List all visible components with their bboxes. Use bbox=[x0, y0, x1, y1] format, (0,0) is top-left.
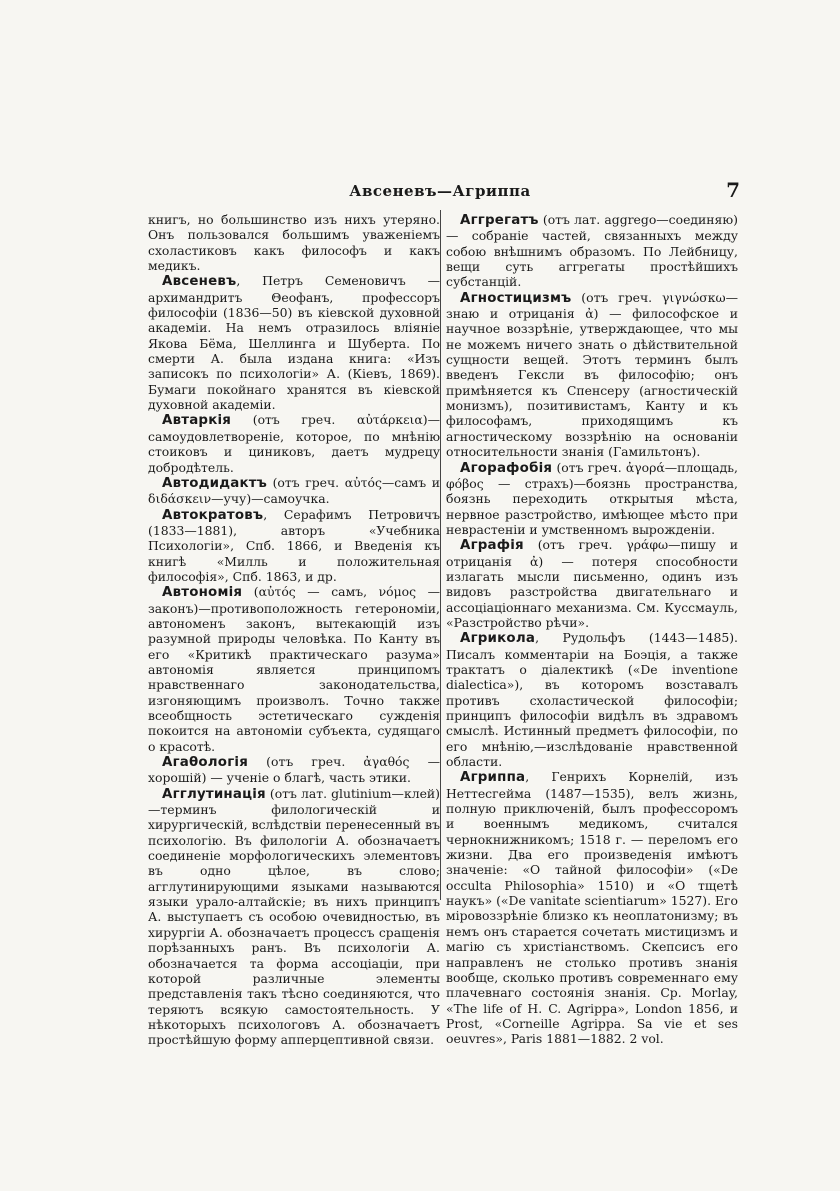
entry-headword: Автономія bbox=[162, 585, 243, 601]
entry-headword: Агаθологія bbox=[162, 755, 248, 771]
entry-headword: Агрикола bbox=[460, 631, 536, 647]
entry-text: (отъ греч. γιγνώσκω—знаю и отрицанія ἀ) — философское и научное воззрѣніе, утверждающее, что мы не можемъ ничего знать о дѣйствительной сущности вещей. Этотъ терминъ былъ введенъ Гексли въ философію; онъ примѣняется къ Спенсеру (агностическій монизмъ), позитивистамъ, Канту и къ философамъ, приходящимъ къ агностическому воззрѣнію на основаніи относительности знанія (Гамильтонъ). bbox=[446, 289, 738, 460]
entry-text: (отъ лат. glutinium—клей)—терминъ филологическій и хирургическій, вслѣдствіи перенесенный въ психологію. Въ филологіи А. обозначаетъ соединеніе морфологическихъ элементовъ въ одно цѣлое, въ слово; агглутинирующими языками называются языки урало-алтайскіе; въ нихъ принципъ А. выступаетъ съ особою очевидностью, въ хирургіи А. обозначаетъ процессъ сращенія порѣзанныхъ ранъ. Въ психологіи А. обозначается та форма ассоціаціи, при которой различные элементы представленія такъ тѣсно соединяются, что теряютъ всякую самостоятельность. У нѣкоторыхъ психологовъ А. обозначаетъ простѣйшую форму апперцептивной связи. bbox=[148, 785, 440, 1048]
dictionary-entry bbox=[446, 212, 738, 290]
entry-headword: Авсеневъ bbox=[162, 274, 237, 290]
dictionary-entry bbox=[446, 290, 738, 460]
entry-text: , Серафимъ Петровичъ (1833—1881), авторъ «Учебника Психологіи», Спб. 1866, и Введенія къ книгѣ «Милль и положительная философія», Спб. 1863, и др. bbox=[148, 506, 440, 584]
running-title: Авсеневъ—Агриппа bbox=[349, 182, 531, 200]
entry-text: книгъ, но большинство изъ нихъ утеряно. Онъ пользовался большимъ уваженіемъ схоластиковъ какъ философъ и какъ медикъ. bbox=[148, 212, 440, 274]
entry-text: , Генрихъ Корнелій, изъ Неттесгейма (1487—1535), велъ жизнь, полную приключеній, былъ профессоромъ и военнымъ медикомъ, считался чернокнижникомъ; 1518 г. — переломъ его жизни. Два его произведенія имѣютъ значеніе: «О тайной философіи» («De occulta Philosophia» 1510) и «О тщетѣ наукъ» («De vanitate scientiarum» 1527). Его міровоззрѣніе близко къ неоплатонизму; въ немъ онъ старается сочетать мистицизмъ и магію съ христіанствомъ. Скепсисъ его направленъ не столько противъ знанія вообще, сколько противъ современнаго ему плачевнаго состоянія знанія. Ср. Morlay, «The life of H. C. Agrippa», London 1856, и Prost, «Corneille Agrippa. Sa vie et ses oeuvres», Paris 1881—1882. 2 vol. bbox=[446, 769, 738, 1047]
dictionary-entry bbox=[148, 412, 440, 474]
dictionary-entry bbox=[148, 507, 440, 585]
entry-headword: Аграфія bbox=[460, 538, 524, 554]
dictionary-entry bbox=[148, 584, 440, 754]
entry-headword: Агорафобія bbox=[460, 460, 553, 476]
entry-text: (отъ греч. αὐτός—самъ и διδάσκειν—учу)—самоучка. bbox=[148, 474, 440, 507]
entry-text: (отъ лат. aggrego—соединяю) — собраніе частей, связанныхъ между собою внѣшнимъ образомъ. По Лейбницу, вещи суть аггрегаты простѣйшихъ субстанцій. bbox=[446, 212, 738, 290]
entry-headword: Автократовъ bbox=[162, 507, 264, 523]
entry-text: (αὐτός — самъ, νόμος — законъ)—противоположность гетерономіи, автономенъ законъ, вытекающій изъ разумной природы человѣка. По Канту въ его «Критикѣ практическаго разума» автономія является принципомъ нравственнаго законодательства, изгоняющимъ произволъ. Точно также всеобщность эстетическаго сужденія покоится на автономіи субъекта, судящаго о красотѣ. bbox=[148, 584, 440, 754]
entry-text: (отъ греч. αὐτάρκεια)—самоудовлетвореніе, которое, по мнѣнію стоиковъ и циниковъ, даетъ мудрецу добродѣтель. bbox=[148, 412, 440, 475]
entry-text: (отъ греч. γράφω—пишу и отрицанія ἀ) — потеря способности излагать мысли письменно, одинъ изъ видовъ разстройства двигательнаго и ассоціаціоннаго механизма. См. Куссмауль, «Разстройство рѣчи». bbox=[446, 537, 738, 630]
entry-text: , Петръ Семеновичъ — архимандритъ Θеофанъ, профессоръ философіи (1836—50) въ кіевской духовной академіи. На немъ отразилось вліяніе Якова Бёма, Шеллинга и Шуберта. По смерти А. была издана книга: «Изъ записокъ по психологіи» А. (Кіевъ, 1869). Бумаги покойнаго хранятся въ кіевской духовной академіи. bbox=[148, 273, 440, 413]
entry-headword: Агностицизмъ bbox=[460, 290, 572, 306]
entry-headword: Автодидактъ bbox=[162, 475, 267, 491]
dictionary-entry bbox=[148, 273, 440, 412]
entry-headword: Агглутинація bbox=[162, 786, 266, 802]
entry-text: (отъ греч. ἀγαθός — хорошій) — ученіе о благѣ, часть этики. bbox=[148, 754, 440, 786]
dictionary-entry bbox=[148, 786, 440, 1048]
left-column bbox=[148, 212, 440, 1048]
page-number: 7 bbox=[726, 178, 740, 202]
page-header bbox=[140, 178, 740, 206]
dictionary-entry bbox=[148, 754, 440, 786]
right-column bbox=[446, 212, 738, 1047]
dictionary-entry bbox=[446, 769, 738, 1046]
entry-headword: Автаркія bbox=[162, 413, 232, 429]
entry-continuation bbox=[148, 212, 440, 273]
dictionary-entry bbox=[446, 537, 738, 630]
entry-headword: Агриппа bbox=[460, 770, 526, 786]
dictionary-entry bbox=[446, 460, 738, 538]
dictionary-entry bbox=[446, 630, 738, 769]
entry-text: , Рудольфъ (1443—1485). Писалъ комментаріи на Боэція, а также трактатъ о діалектикѣ («De inventione dialectica»), въ которомъ возставалъ противъ схоластической философіи; принципъ философіи видѣлъ въ здравомъ смыслѣ. Истинный предметъ философіи, по его мнѣнію,—изслѣдованіе нравственной области. bbox=[446, 630, 738, 770]
entry-text: (отъ греч. ἀγορά—площадь, φόβος — страхъ)—боязнь пространства, боязнь переходить открытыя мѣста, нервное разстройство, имѣющее мѣсто при неврастеніи и умственномъ вырожденіи. bbox=[446, 459, 738, 537]
dictionary-entry bbox=[148, 475, 440, 507]
entry-headword: Аггрегатъ bbox=[460, 213, 539, 228]
column-divider bbox=[440, 210, 441, 900]
